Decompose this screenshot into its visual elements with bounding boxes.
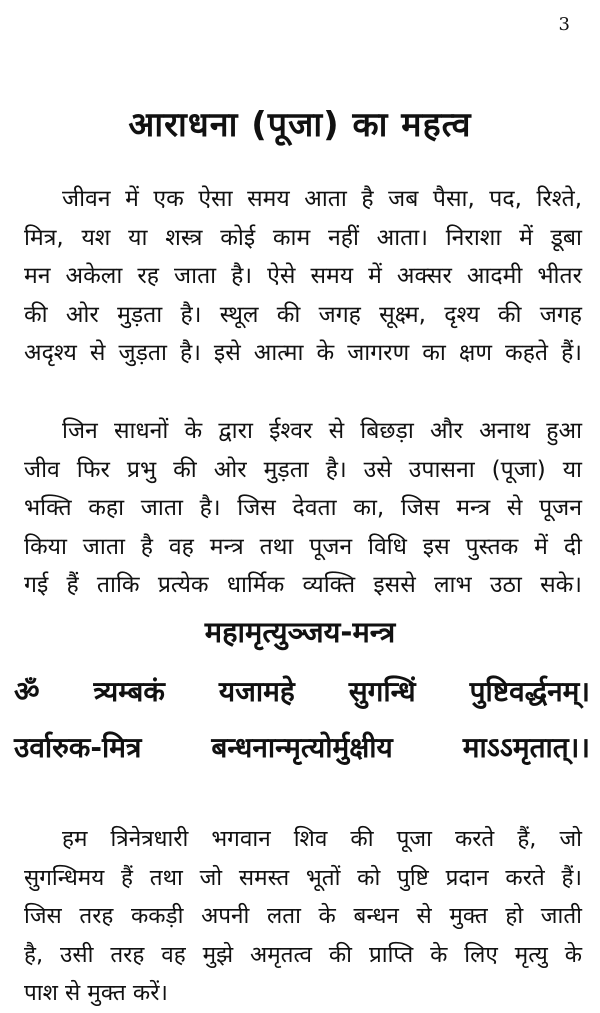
mantra-heading: महामृत्युञ्जय-मन्त्र bbox=[204, 615, 396, 649]
paragraph-importance bbox=[24, 180, 582, 373]
paragraph-line: मन अकेला रह जाता है। ऐसे समय में अक्सर आदमी भीतर bbox=[24, 263, 582, 289]
paragraph-line: है, उसी तरह वह मुझे अमृतत्व की प्राप्ति के लिए मृत्यु के bbox=[24, 941, 582, 968]
mantra-line: ॐ त्र्यम्बकं यजामहे सुगन्धिं पुष्टिवर्द्धनम्। bbox=[14, 675, 590, 708]
paragraph-line: हम त्रिनेत्रधारी भगवान शिव की पूजा करते हैं, जो bbox=[62, 826, 582, 852]
paragraph-line: अदृश्य से जुड़ता है। इसे आत्मा के जागरण का क्षण कहते हैं। bbox=[24, 340, 582, 366]
paragraph-line: मित्र, यश या शस्त्र कोई काम नहीं आता। निराशा में डूबा bbox=[24, 224, 583, 251]
paragraph-line: की ओर मुड़ता है। स्थूल की जगह सूक्ष्म, दृश्य की जगह bbox=[24, 301, 582, 328]
paragraph-line: पाश से मुक्त करें। bbox=[24, 980, 168, 1006]
paragraph-line: सुगन्धिमय हैं तथा जो समस्त भूतों को पुष्टि प्रदान करते हैं। bbox=[24, 864, 582, 891]
paragraph-line: गई हैं ताकि प्रत्येक धार्मिक व्यक्ति इससे लाभ उठा सके। bbox=[24, 572, 582, 598]
paragraph-line: जीव फिर प्रभु की ओर मुड़ता है। उसे उपासना (पूजा) या bbox=[24, 456, 582, 483]
paragraph-line: जिन साधनों के द्वारा ईश्वर से बिछड़ा और अनाथ हुआ bbox=[62, 418, 582, 444]
paragraph-worship bbox=[24, 412, 582, 605]
paragraph-mantra-meaning bbox=[24, 820, 582, 1013]
page-title: आराधना (पूजा) का महत्व bbox=[128, 105, 472, 145]
paragraph-line: भक्ति कहा जाता है। जिस देवता का, जिस मन्त्र से पूजन bbox=[24, 495, 582, 521]
mantra-line: उर्वारुक-मित्र बन्धनान्मृत्योर्मुक्षीय माऽऽमृतात्।। bbox=[14, 731, 590, 764]
paragraph-line: जिस तरह ककड़ी अपनी लता के बन्धन से मुक्त हो जाती bbox=[24, 903, 582, 929]
page-number: 3 bbox=[558, 14, 570, 35]
paragraph-line: किया जाता है वह मन्त्र तथा पूजन विधि इस पुस्तक में दी bbox=[24, 533, 582, 560]
paragraph-line: जीवन में एक ऐसा समय आता है जब पैसा, पद, रिश्ते, bbox=[62, 186, 582, 212]
